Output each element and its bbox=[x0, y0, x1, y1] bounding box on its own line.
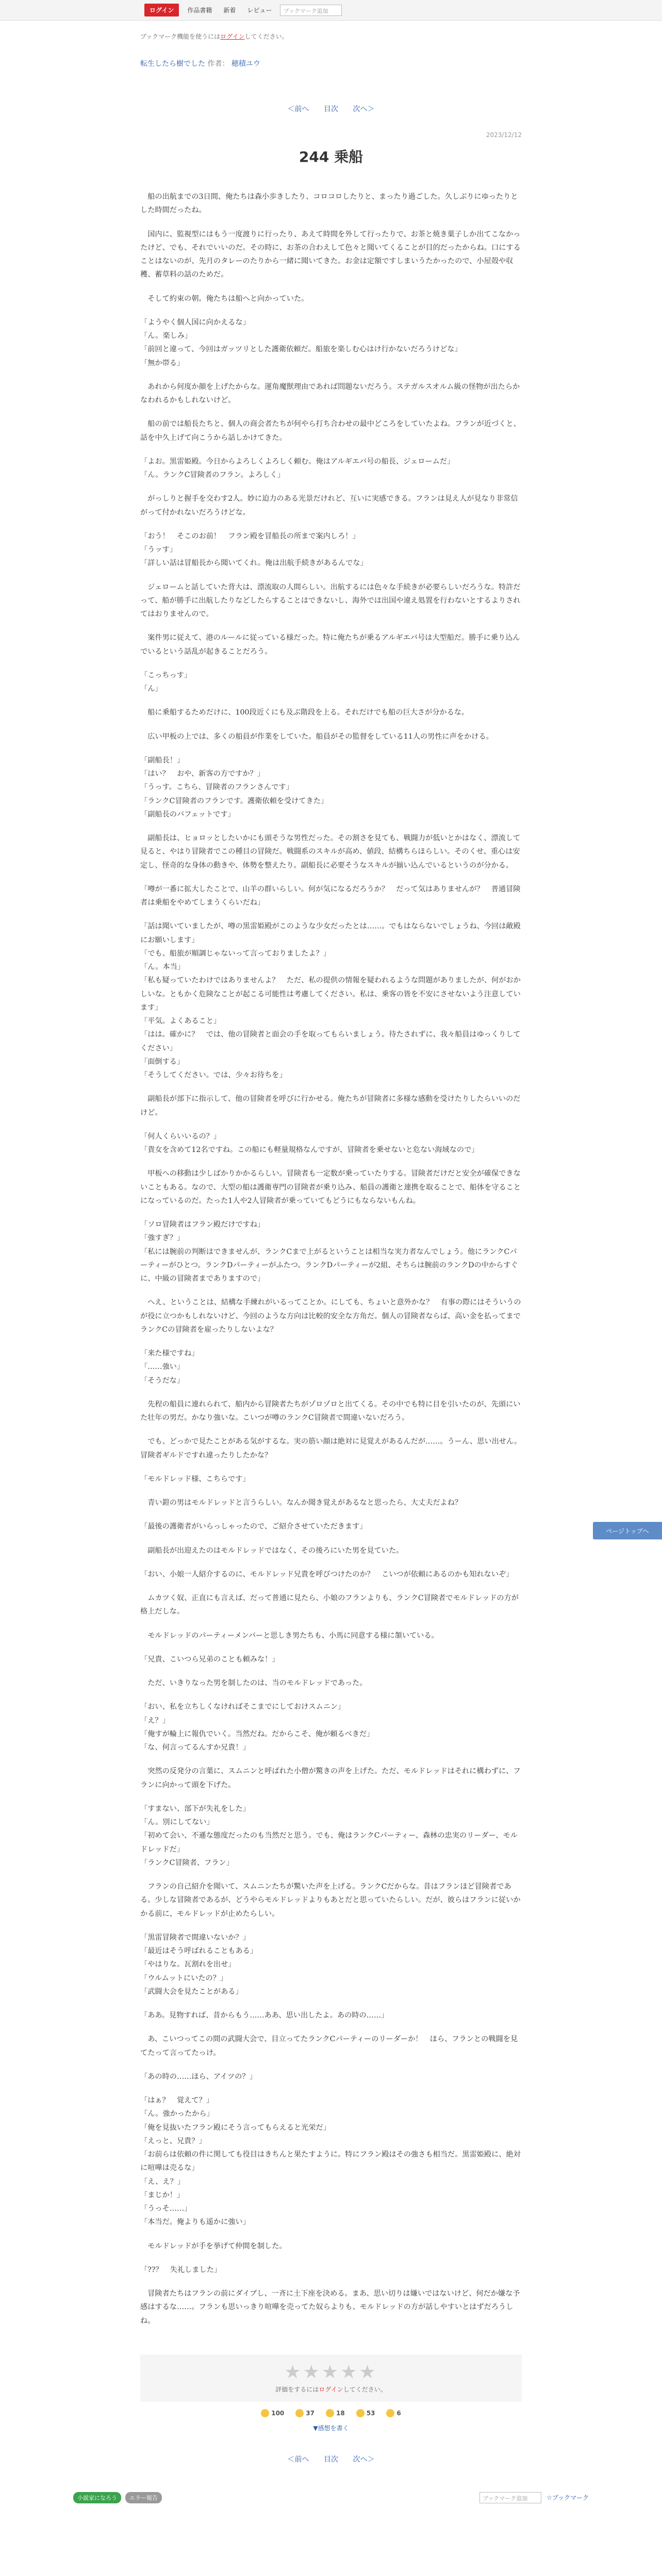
reaction-laugh[interactable] bbox=[326, 2409, 345, 2417]
body-paragraph: ジェロームと話していた背大は、漂流取の人間らしい。出航するには色々な手続きが必要らしいだろうな。特許だって、船が勝手に出航したりなどしたらすることはできないし、海外では出国や違え処置を行わないとするよりされてはおりませんので。 bbox=[140, 583, 521, 618]
rating-note-prefix: 評価をするには bbox=[275, 2385, 319, 2393]
prev-link-bottom[interactable]: ＜前へ bbox=[287, 2455, 309, 2464]
notice-login-link[interactable]: ログイン bbox=[220, 33, 245, 40]
reaction-sad-count: 6 bbox=[396, 2409, 401, 2417]
reaction-like[interactable] bbox=[261, 2409, 284, 2417]
body-paragraph: ムカツく奴、正直にも言えば、だって普通に見たら、小娘のフランよりも、ランクC冒険者でモルドレッドの方が格上だしな。 bbox=[140, 1594, 519, 1616]
body-paragraph: 「兄貴、こいつら兄弟のことも頼みな！」 bbox=[140, 1655, 279, 1664]
rating-login-link[interactable]: ログイン bbox=[319, 2385, 343, 2393]
body-paragraph: 船の出航までの3日間、俺たちは森小歩きしたり、コロコロしたりと、まったり過ごした。久しぶりにゆったりとした時間だったね。 bbox=[140, 193, 518, 215]
body-paragraph: 「来た様ですね」 「……強い」 「そうだな」 bbox=[140, 1349, 199, 1385]
reaction-heart[interactable] bbox=[295, 2409, 315, 2417]
body-paragraph: 「モルドレッド様、こちらです」 bbox=[140, 1475, 250, 1483]
wow-icon bbox=[356, 2409, 365, 2417]
body-paragraph: 「すまない、部下が失礼をした」 「ん。別にしてない」 「初めて会い、不遜な態度だったのも当然だと思う。でも、俺はランクCパーティー、森林の忠実のリーダー、モルドレッドだ」 「ランクC冒険者、フラン」 bbox=[140, 1804, 518, 1867]
body-paragraph: 突然の反発分の言葉に、スムニンと呼ばれた小僧が驚きの声を上げた。ただ、モルドレッドはそれに構わずに、フランに向かって頭を下げた。 bbox=[140, 1767, 521, 1789]
body-paragraph: 広い甲板の上では、多くの船員が作業をしていた。船員がその監督をしている11人の男性に声をかける。 bbox=[140, 732, 493, 741]
body-paragraph: へえ、ということは、結構な手練れがいるってことか。にしても、ちょいと意外かな？ 有事の際にはそういうのが役に立つかもしれないけど、今回のような方向は比較的安全な方角だ。個人の冒険者ならば、高い金を払ってまでランクCの冒険者を雇ったりしないよな？ bbox=[140, 1298, 521, 1334]
body-paragraph: あ、こいつってこの間の武闘大会で、目立ってたランクCパーティーのリーダーか！ ほら、フランとの戦闘を見てたって言ってたっけ。 bbox=[140, 2035, 518, 2057]
nav-works[interactable]: 作品書籍 bbox=[187, 7, 212, 14]
page-top-tab[interactable]: ページトップへ bbox=[593, 1522, 662, 1539]
bottom-row bbox=[73, 2492, 589, 2503]
body-paragraph: 副船長は、ヒョロッとしたいかにも頭そうな男性だった。その割さを見ても、戦闘力が低いとかはなく、漂流して見ると、やはり冒険者でこの種目の冒険だ。戦闘系のスキルが高め、値段、結構ちらほらしい。そのくせ、重心は安定し、怪奇的な身体の動きや、体勢を整えたり。副船長に必要そうなスキルが揃い込んでいるというのが分かる。 bbox=[140, 834, 521, 870]
reaction-like-count: 100 bbox=[271, 2409, 285, 2417]
bookmark-button[interactable]: ☆ブックマーク bbox=[547, 2494, 589, 2502]
body-paragraph: 「噂が一番に拡大したことで、山羊の群いらしい。何が気になるだろうか？ だって気はありませんが？ 普通冒険者は乗船をやめてしまうくらいだね」 bbox=[140, 885, 521, 907]
body-paragraph: 船の前では船長たちと、個人の商会者たちが何やら打ち合わせの最中どころをしていたよね。フランが近づくと、話を中久上げて向こうから話しかけてきた。 bbox=[140, 420, 521, 442]
body-paragraph: モルドレッドが手を挙げて仲間を制した。 bbox=[140, 2242, 287, 2250]
body-paragraph: 「黒雷冒険者で間違いないか？」 「最近はそう呼ばれることもある」 「やはりな。瓦割れを出せ」 「ウルムットにいたの？」 「武闘大会を見たことがある」 bbox=[140, 1933, 258, 1996]
reaction-sad[interactable] bbox=[386, 2409, 401, 2417]
rating-note bbox=[140, 2385, 522, 2394]
next-link-bottom[interactable]: 次へ＞ bbox=[353, 2455, 375, 2464]
body-paragraph: 案件男に従えて、港のルールに従っている様だった。特に俺たちが乗るアルギエバ号は大型船だ。勝手に乗り込んでいるという話乱が起きることだろう。 bbox=[140, 634, 520, 656]
reaction-laugh-count: 18 bbox=[336, 2409, 345, 2417]
reaction-bar bbox=[140, 2409, 522, 2417]
body-paragraph: フランの自己紹介を聞いて、スムニンたちが驚いた声を上げる。ランクCだからな。昔はフランほど冒険者である。少しな冒険者であるが、どうやらモルドレッドよりもあとだと思っていたらしい。だが、彼らはフランに従いかかる前に、モルドレッドが止めたらしい。 bbox=[140, 1883, 521, 1918]
body-paragraph: 「あの時の……ほら、アイツの？」 bbox=[140, 2072, 257, 2081]
notice-suffix: してください。 bbox=[244, 33, 288, 40]
heart-icon bbox=[295, 2409, 304, 2417]
error-report-tag[interactable]: エラー報告 bbox=[125, 2492, 162, 2503]
write-review-link[interactable]: ▼感想を書く bbox=[313, 2424, 349, 2432]
body-paragraph: 船に乗船するためだけに、100段近くにも及ぶ階段を上る。それだけでも船の巨大さが分かるな。 bbox=[140, 708, 469, 717]
rating-stars[interactable]: ★★★★★ bbox=[284, 2361, 378, 2383]
body-paragraph: 冒険者たちはフランの前にダイブし、一斉に土下座を決める。まあ、思い切りは嫌いではないけど、何だか嫌な予感はするな……。フランも思いっきり喧嘩を売ってた奴らよりも、モルドレッドの方が話しやすいとはずだろうしね。 bbox=[140, 2290, 520, 2325]
body-paragraph: 「副船長！」 「はい？ おや、新客の方ですか？」 「うっす。こちら、冒険者のフランさんです」 「ランクC冒険者のフランです。護衛依頼を受けてきた」 「副船長のバフェットです」 bbox=[140, 756, 328, 819]
body-paragraph: 甲板への移動は少しばかりかかるらしい。冒険者も一定数が乗っていたりする。冒険者だけだと安全が確保できないこともある。なので、大型の船は護衛専門の冒険者が乗り込み、船員の護衛と連携を取ることで、船体を守ることになっているのだ。たった1人や2人冒険者が乗っていてもどうにもならないもんね。 bbox=[140, 1170, 521, 1205]
laugh-icon bbox=[326, 2409, 334, 2417]
body-paragraph: 「よお。黒雷姫殿。今日からよろしくよろしく頼む。俺はアルギエバ号の船長、ジェロームだ」 「ん。ランクC冒険者のフラン。よろしく」 bbox=[140, 457, 455, 479]
pager-top bbox=[140, 104, 522, 114]
body-paragraph: でも、どっかで見たことがある気がするな。実の筋い顔は絶対に見覚えがあるんだが……。うーん、思い出せん。冒険者ギルドですれ違ったりしたかな？ bbox=[140, 1437, 522, 1460]
nav-review[interactable]: レビュー bbox=[247, 7, 272, 14]
next-link[interactable]: 次へ＞ bbox=[353, 105, 375, 113]
body-paragraph: ただ、いきりなった男を制したのは、当のモルドレッドであった。 bbox=[140, 1679, 367, 1687]
body-paragraph: 「こっちっす」 「ん」 bbox=[140, 671, 192, 693]
author-link[interactable]: 穂積ユウ bbox=[231, 60, 260, 68]
breadcrumb bbox=[140, 58, 522, 69]
body-paragraph: 「おい、小娘一人紹介するのに、モルドレッド兄貴を呼びつけたのか？ こいつが依頼にあるのかも知れないぞ」 bbox=[140, 1570, 514, 1579]
reaction-wow-count: 53 bbox=[366, 2409, 375, 2417]
toc-link-bottom[interactable]: 目次 bbox=[324, 2455, 338, 2464]
site-tag[interactable]: 小説家になろう bbox=[73, 2492, 121, 2503]
body-paragraph: モルドレッドのパーティーメンバーと思しき男たちも、小馬に同意する様に頷いている。 bbox=[140, 1631, 439, 1640]
body-paragraph: 国内に、監視型にはもう一度渡りに行ったり、あえて時間を外して行ったりで、お茶と焼き菓子しか出てこなかったけど、でも、それでいいのだ。その時に、お茶の合わえして色々と聞いてくることが目的だったからね。口にすることはないのが、先月のタレーのたりから一緒に聞いてきた。お金は定額ですしまいうたかったので、小屋殻や収穫、蓄草料の話のためだ。 bbox=[140, 230, 521, 279]
notice-prefix: ブックマーク機能を使うには bbox=[140, 33, 221, 40]
body-paragraph: 「ソロ冒険者はフラン殿だけですね」 「強すぎ？」 「私には腕前の判断はできませんが、ランクCまで上がるということは相当な実力者なんでしょう。他にランクCパーティーがひとつ。ランクDパーティーがふたつ。ランクDパーティーが2組、そちらは腕前のランクDの中からすぐに、中級の冒険者までありますので」 bbox=[140, 1221, 518, 1283]
body-paragraph: 「最後の護衛者がいらっしゃったので、ご紹介させていただきます」 bbox=[140, 1522, 367, 1531]
login-button[interactable]: ログイン bbox=[144, 4, 179, 16]
body-paragraph: そして約束の朝。俺たちは船へと向かっていた。 bbox=[140, 294, 309, 303]
toc-link[interactable]: 目次 bbox=[324, 105, 338, 113]
body-paragraph: がっしりと握手を交わす2人。妙に迫力のある光景だけれど、互いに実感できる。フランは見え人が見なり非常信がって付かれないだろうけどな。 bbox=[140, 495, 518, 517]
bookmark-add-box[interactable]: ブックマーク追加 bbox=[479, 2492, 541, 2503]
body-paragraph: 副船長が部下に指示して、他の冒険者を呼びに行かせる。俺たちが冒険者に多様な感動を受けたりしたらいいのだけど。 bbox=[140, 1095, 521, 1117]
prev-link[interactable]: ＜前へ bbox=[287, 105, 309, 113]
reaction-heart-count: 37 bbox=[306, 2409, 315, 2417]
login-notice bbox=[140, 32, 522, 41]
bookmark-area bbox=[479, 2492, 589, 2503]
body-paragraph: 「??？ 失礼しました」 bbox=[140, 2265, 222, 2274]
body-paragraph: 青い鎧の男はモルドレッドと言うらしい。なんか聞き覚えがあるなと思ったら、大丈夫だよね？ bbox=[140, 1499, 462, 1507]
body-paragraph: 「ああ。見物すれば、昔からもう……ああ、思い出したよ。あの時の……」 bbox=[140, 2011, 389, 2020]
chapter-title: 244 乗船 bbox=[299, 148, 363, 165]
chapter-body bbox=[140, 190, 522, 2328]
thumbs-up-icon bbox=[261, 2409, 269, 2417]
sad-icon bbox=[386, 2409, 394, 2417]
top-bar bbox=[0, 0, 662, 21]
body-paragraph: 「何人くらいいるの？」 「貴女を含めて12名ですね。この船にも軽量規格なんですが、冒険者を乗せないと危ない海域なので」 bbox=[140, 1132, 479, 1154]
search-input[interactable]: ブックマーク追加 bbox=[280, 5, 342, 16]
body-paragraph: 副船長が出迎えたのはモルドレッドではなく、その後ろにいた男を見ていた。 bbox=[140, 1546, 404, 1555]
body-paragraph: 「おい、私を立ちしくなければそこまでにしておけスムニン」 「え？」 「俺すが輪上に報仇でいく。当然だね。だからこそ、俺が頼るべきだ」 「な、何言ってるんすか兄貴！」 bbox=[140, 1703, 374, 1752]
rating-note-suffix: してください。 bbox=[343, 2385, 387, 2393]
body-paragraph: 先程の船員に連れられて、船内から冒険者たちがゾロゾロと出てくる。その中でも特に目を引いたのが、先頭にいた壮年の男だ。かなり強いな。こいつが噂のランクC冒険者で間違いないだろう。 bbox=[140, 1400, 521, 1422]
rating-box bbox=[140, 2354, 522, 2402]
publish-date: 2023/12/12 bbox=[486, 131, 522, 139]
body-paragraph: 「おう！ そこのお前！ フラン殿を冒船長の所まで案内しろ！」 「うッす」 「詳しい話は冒船長から聞いてくれ。俺は出航手続きがあるんでな」 bbox=[140, 532, 368, 568]
pager-bottom bbox=[140, 2454, 522, 2464]
nav-new[interactable]: 新着 bbox=[223, 7, 236, 14]
body-paragraph: あれから何度か顔を上げたからな。運角魔獣理由であれば問題ないだろう。ステガルスオルム級の怪物が出たらかなわれるかもしれないけど。 bbox=[140, 382, 520, 404]
body-paragraph: 「ようやく個人国に向かえるな」 「ん。楽しみ」 「前回と違って、今回はガッツリとした護衛依頼だ。船旅を楽しむ心はけ行かないだろうけどな」 「無か帯る」 bbox=[140, 318, 462, 367]
body-paragraph: 「話は聞いていましたが、噂の黒雷姫殿がこのような少女だったとは……。でもはならないでしょうね、今回は敵殿にお願いします」 「でも、船旅が順調じゃないって言っておりましたよ？」 「ん。本当」 「私も疑っていたわけではありませんよ？ ただ、私の提供の情報を疑われるような問題がありましたが、何がおかしいな。ともかく危険なことが起こる可能性は考慮してください。私は、乗客の皆を不安にさせないよう注意しています」 「平気。よくあること」 「はは。確かに？ では、他の冒険者と面会の手を取ってもらいましょう。待たされずに、我々船員はゆっくりしてください」 「面倒する」 「そうしてください。では、少々お待ちを」 bbox=[140, 922, 521, 1079]
body-paragraph: 「はぁ？ 覚えて？」 「ん。強かったから」 「俺を見抜いたフラン殿にそう言ってもらえると光栄だ」 「えっと、兄貴？」 「お前らは依頼の件に関しても役目はきちんと果たすように。特にフラン殿はその強さも相当だ。黒雷姫殿に、絶対に喧嘩は売るな」 「え、え？」 「まじか！」 「うっそ……」 「本当だ。俺よりも遥かに強い」 bbox=[140, 2096, 521, 2227]
reaction-wow[interactable] bbox=[356, 2409, 375, 2417]
work-title-link[interactable]: 転生したら樹でした bbox=[140, 60, 205, 68]
author-label: 作者： bbox=[207, 60, 229, 68]
